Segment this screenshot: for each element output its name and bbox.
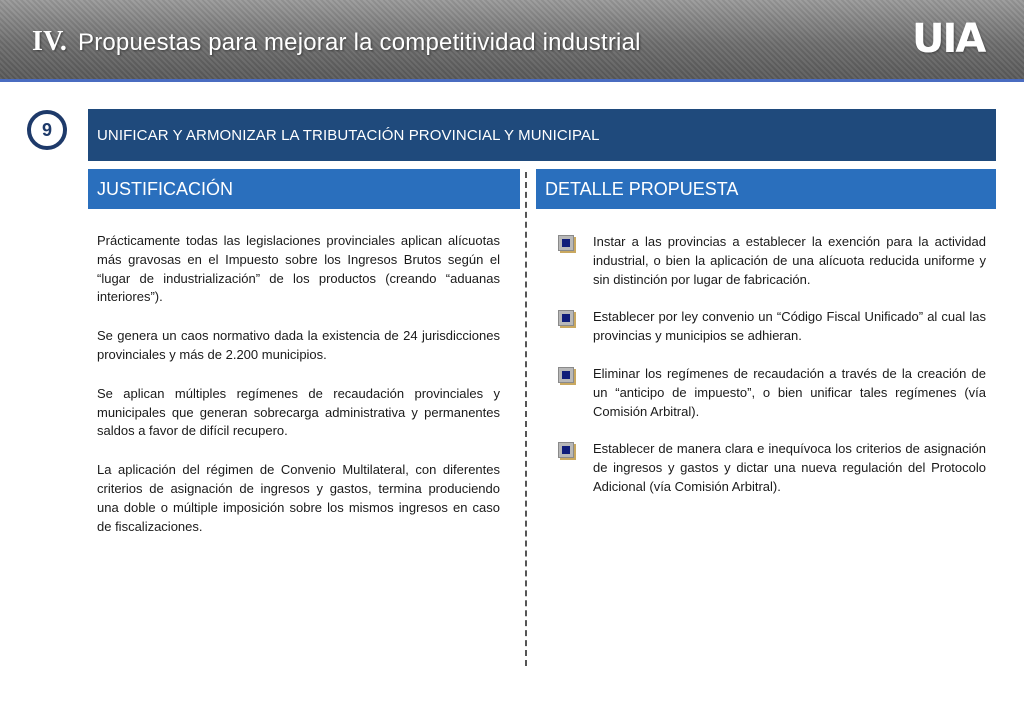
justification-paragraph: La aplicación del régimen de Convenio Multilateral, con diferentes criterios de asignación de ingresos y gastos, termina produciendo una doble o múltiple imposición sobre los mismos ingresos en caso de fiscalizaciones.	[97, 462, 500, 534]
proposal-item-text: Establecer por ley convenio un “Código Fiscal Unificado” al cual las provincias y municipios se adhieran.	[593, 309, 986, 344]
justification-paragraph: Se aplican múltiples regímenes de recaudación provinciales y municipales que generan sobrecarga administrativa y permanentes saldos a favor de difícil recupero.	[97, 385, 500, 439]
proposal-item	[556, 440, 986, 496]
section-number: IV.	[32, 26, 68, 57]
proposal-detail-heading-label: DETALLE PROPUESTA	[545, 178, 739, 199]
square-bullet-icon	[558, 310, 574, 326]
justification-list	[97, 232, 500, 556]
proposal-item	[556, 308, 986, 346]
uia-logo: UIA	[912, 16, 985, 62]
proposal-title: UNIFICAR Y ARMONIZAR LA TRIBUTACIÓN PROVINCIAL Y MUNICIPAL	[97, 126, 600, 144]
proposal-item-text: Eliminar los regímenes de recaudación a través de la creación de un “anticipo de impuesto”, o bien unificar tales regímenes (vía Comisión Arbitral).	[593, 365, 986, 419]
justification-heading	[88, 169, 520, 209]
column-divider	[525, 172, 527, 666]
justification-paragraph: Prácticamente todas las legislaciones provinciales aplican alícuotas más gravosas en el Impuesto sobre los Ingresos Brutos según el “lugar de industrialización” de los productos (creando “aduanas interiores”).	[97, 233, 500, 305]
proposal-title-bar	[88, 109, 996, 161]
proposal-number-badge: 9	[27, 110, 67, 150]
justification-paragraph: Se genera un caos normativo dada la existencia de 24 jurisdicciones provinciales y más de 2.200 municipios.	[97, 328, 500, 362]
proposal-detail-heading	[536, 169, 996, 209]
slide-title	[32, 26, 641, 58]
proposal-item-text: Establecer de manera clara e inequívoca los criterios de asignación de ingresos y gastos y dictar una nueva regulación del Protocolo Adicional (vía Comisión Arbitral).	[593, 441, 986, 494]
proposal-list	[556, 233, 986, 516]
justification-heading-label: JUSTIFICACIÓN	[97, 178, 234, 199]
section-title: Propuestas para mejorar la competitividad industrial	[77, 29, 641, 56]
proposal-item-text: Instar a las provincias a establecer la exención para la actividad industrial, o bien la aplicación de una alícuota reducida uniforme y sin distinción por lugar de fabricación.	[593, 234, 986, 287]
square-bullet-icon	[558, 235, 574, 251]
proposal-item	[556, 233, 986, 289]
slide-header	[0, 0, 1024, 82]
square-bullet-icon	[558, 367, 574, 383]
square-bullet-icon	[558, 442, 574, 458]
proposal-item	[556, 365, 986, 421]
